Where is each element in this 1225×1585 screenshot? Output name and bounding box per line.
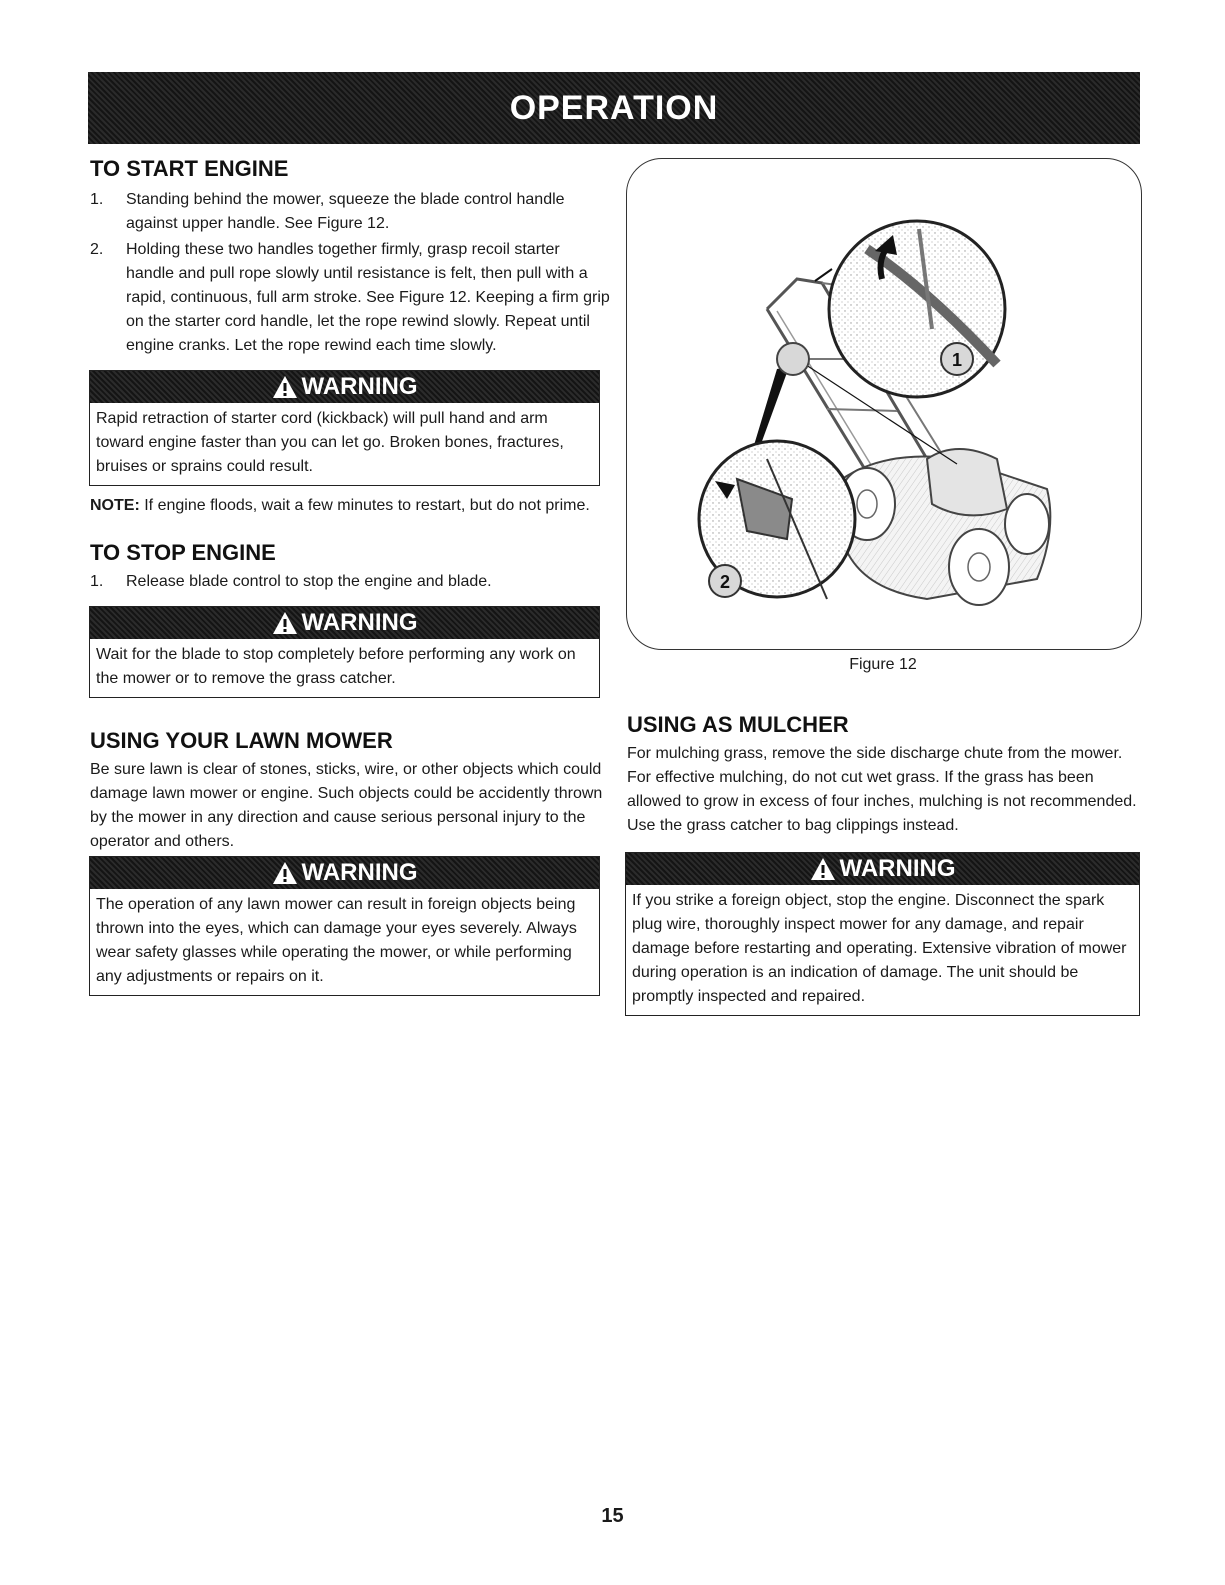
section-banner [88, 72, 1140, 144]
start-engine-steps [90, 188, 610, 360]
page-number: 15 [601, 1505, 624, 1527]
figure-callout-2: 2 [719, 572, 731, 592]
mulcher-title: USING AS MULCHER [627, 712, 849, 737]
warning-label: WARNING [301, 609, 418, 636]
step-text: Release blade control to stop the engine and blade. [126, 573, 492, 590]
start-engine-title: TO START ENGINE [90, 156, 289, 181]
warning-header [90, 857, 599, 889]
using-mower-text: Be sure lawn is clear of stones, sticks, wire, or other objects which could damage lawn mower or engine. Such objects could be accidently thrown by the mower in any direction and cause serious personal injury to the operator and others. [90, 761, 603, 850]
list-item [90, 238, 610, 358]
warning-label: WARNING [301, 859, 418, 886]
figure-12-illustration [626, 158, 1142, 650]
warning-text: If you strike a foreign object, stop the engine. Disconnect the spark plug wire, thoroughly inspect mower for any damage, and repair damage before restarting and operating. Extensive vibration of mower during operation is an indication of damage. The unit should be promptly inspected and repaired. [632, 892, 1127, 1005]
warning-box-blade-stop [89, 606, 600, 698]
warning-label: WARNING [839, 855, 956, 882]
banner-title: OPERATION [509, 88, 719, 127]
warning-header [626, 853, 1139, 885]
using-mower-title: USING YOUR LAWN MOWER [90, 728, 393, 753]
mulcher-text: For mulching grass, remove the side discharge chute from the mower. For effective mulching, do not cut wet grass. If the grass has been allowed to grow in excess of four inches, mulching is not recommended. Use the grass catcher to bag clippings instead. [627, 745, 1137, 834]
warning-header [90, 607, 599, 639]
figure-callout-1: 1 [951, 350, 963, 370]
warning-box-foreign-objects [89, 856, 600, 996]
figure-caption: Figure 12 [849, 656, 917, 673]
step-number: 2. [90, 241, 104, 258]
warning-box-strike-object [625, 852, 1140, 1016]
note-paragraph [90, 494, 610, 518]
list-item [90, 570, 610, 594]
stop-engine-title: TO STOP ENGINE [90, 540, 276, 565]
lawn-mower-illustration [627, 159, 1141, 649]
note-label: NOTE: [90, 497, 140, 514]
warning-triangle-icon [810, 857, 836, 881]
step-text: Holding these two handles together firmly, grasp recoil starter handle and pull rope slowly until resistance is felt, then pull with a rapid, continuous, full arm stroke. See Figure 12. Keeping a firm grip on the starter cord handle, let the rope rewind slowly. Repeat until engine cranks. Let the rope rewind each time slowly. [126, 241, 610, 354]
warning-label: WARNING [301, 373, 418, 400]
warning-triangle-icon [272, 611, 298, 635]
warning-triangle-icon [272, 861, 298, 885]
stop-engine-steps [90, 570, 610, 596]
warning-text: Wait for the blade to stop completely before performing any work on the mower or to remove the grass catcher. [96, 646, 576, 687]
list-item [90, 188, 610, 236]
step-number: 1. [90, 191, 104, 208]
step-number: 1. [90, 573, 104, 590]
warning-box-kickback [89, 370, 600, 486]
step-text: Standing behind the mower, squeeze the blade control handle against upper handle. See Figure 12. [126, 191, 565, 232]
note-text: If engine floods, wait a few minutes to restart, but do not prime. [144, 497, 590, 514]
warning-triangle-icon [272, 375, 298, 399]
warning-text: The operation of any lawn mower can result in foreign objects being thrown into the eyes, which can damage your eyes severely. Always wear safety glasses while operating the mower, or while performing any adjustments or repairs on it. [96, 896, 577, 985]
warning-header [90, 371, 599, 403]
warning-text: Rapid retraction of starter cord (kickback) will pull hand and arm toward engine faster than you can let go. Broken bones, fractures, bruises or sprains could result. [96, 410, 564, 475]
